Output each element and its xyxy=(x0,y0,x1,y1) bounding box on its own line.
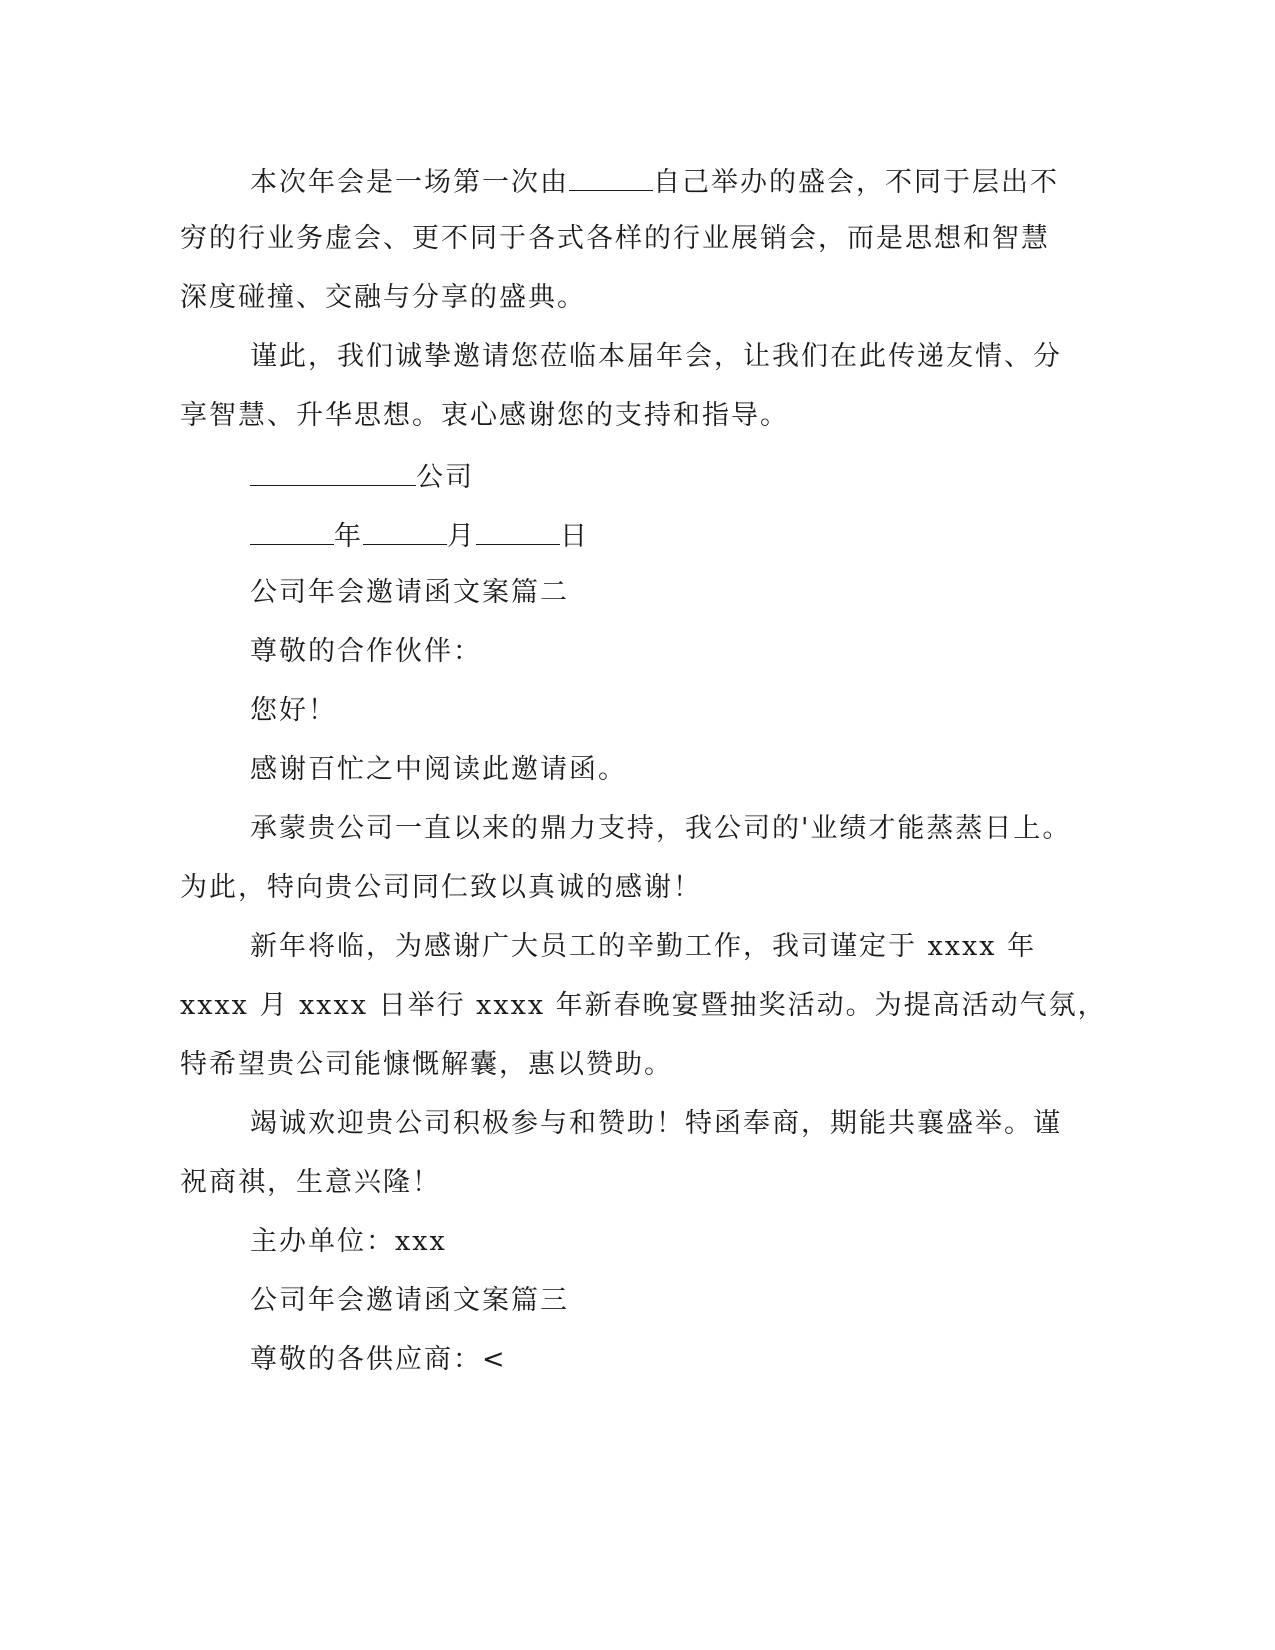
section-2-paragraph-1-line-1: 承蒙贵公司一直以来的鼎力支持，我公司的'业绩才能蒸蒸日上。 xyxy=(250,813,1072,844)
signature-date xyxy=(250,514,589,557)
month-label: 月 xyxy=(447,521,476,552)
day-blank xyxy=(476,514,560,545)
section-2-organizer: 主办单位：xxx xyxy=(250,1226,447,1257)
section-2-paragraph-3-line-1: 竭诚欢迎贵公司积极参与和赞助！特函奉商，期能共襄盛举。谨 xyxy=(250,1108,1062,1139)
section-3-salutation: 尊敬的各供应商：< xyxy=(250,1344,507,1375)
section-2-thanks: 感谢百忙之中阅读此邀请函。 xyxy=(250,754,627,785)
section-2-paragraph-1-line-2: 为此，特向贵公司同仁致以真诚的感谢！ xyxy=(180,872,702,903)
paragraph-1-line-3: 深度碰撞、交融与分享的盛典。 xyxy=(180,282,586,313)
section-2-greeting: 您好！ xyxy=(250,695,337,726)
section-2-paragraph-2-line-2: xxxx 月 xxxx 日举行 xxxx 年新春晚宴暨抽奖活动。为提高活动气氛， xyxy=(180,990,1107,1021)
company-name-blank xyxy=(250,455,416,486)
section-2-paragraph-2-line-3: 特希望贵公司能慷慨解囊，惠以赞助。 xyxy=(180,1049,673,1080)
text-segment: 自己举办的盛会，不同于层出不 xyxy=(653,167,1059,198)
paragraph-1-line-1 xyxy=(250,160,1059,203)
section-3-title: 公司年会邀请函文案篇三 xyxy=(250,1285,569,1316)
paragraph-2-line-2: 享智慧、升华思想。衷心感谢您的支持和指导。 xyxy=(180,400,789,431)
paragraph-1-line-2: 穷的行业务虚会、更不同于各式各样的行业展销会，而是思想和智慧 xyxy=(180,223,1050,254)
section-2-salutation: 尊敬的合作伙伴： xyxy=(250,636,482,667)
paragraph-2-line-1: 谨此，我们诚挚邀请您莅临本届年会，让我们在此传递友情、分 xyxy=(250,341,1062,372)
day-label: 日 xyxy=(560,521,589,552)
section-2-title: 公司年会邀请函文案篇二 xyxy=(250,577,569,608)
section-2-paragraph-2-line-1: 新年将临，为感谢广大员工的辛勤工作，我司谨定于 xxxx 年 xyxy=(250,931,1037,962)
text-segment: 本次年会是一场第一次由 xyxy=(250,167,569,198)
month-blank xyxy=(363,514,447,545)
year-label: 年 xyxy=(334,521,363,552)
year-blank xyxy=(250,514,334,545)
signature-company xyxy=(250,455,474,498)
section-2-paragraph-3-line-2: 祝商祺，生意兴隆！ xyxy=(180,1167,441,1198)
fill-in-blank xyxy=(569,160,653,191)
company-suffix: 公司 xyxy=(416,462,474,493)
